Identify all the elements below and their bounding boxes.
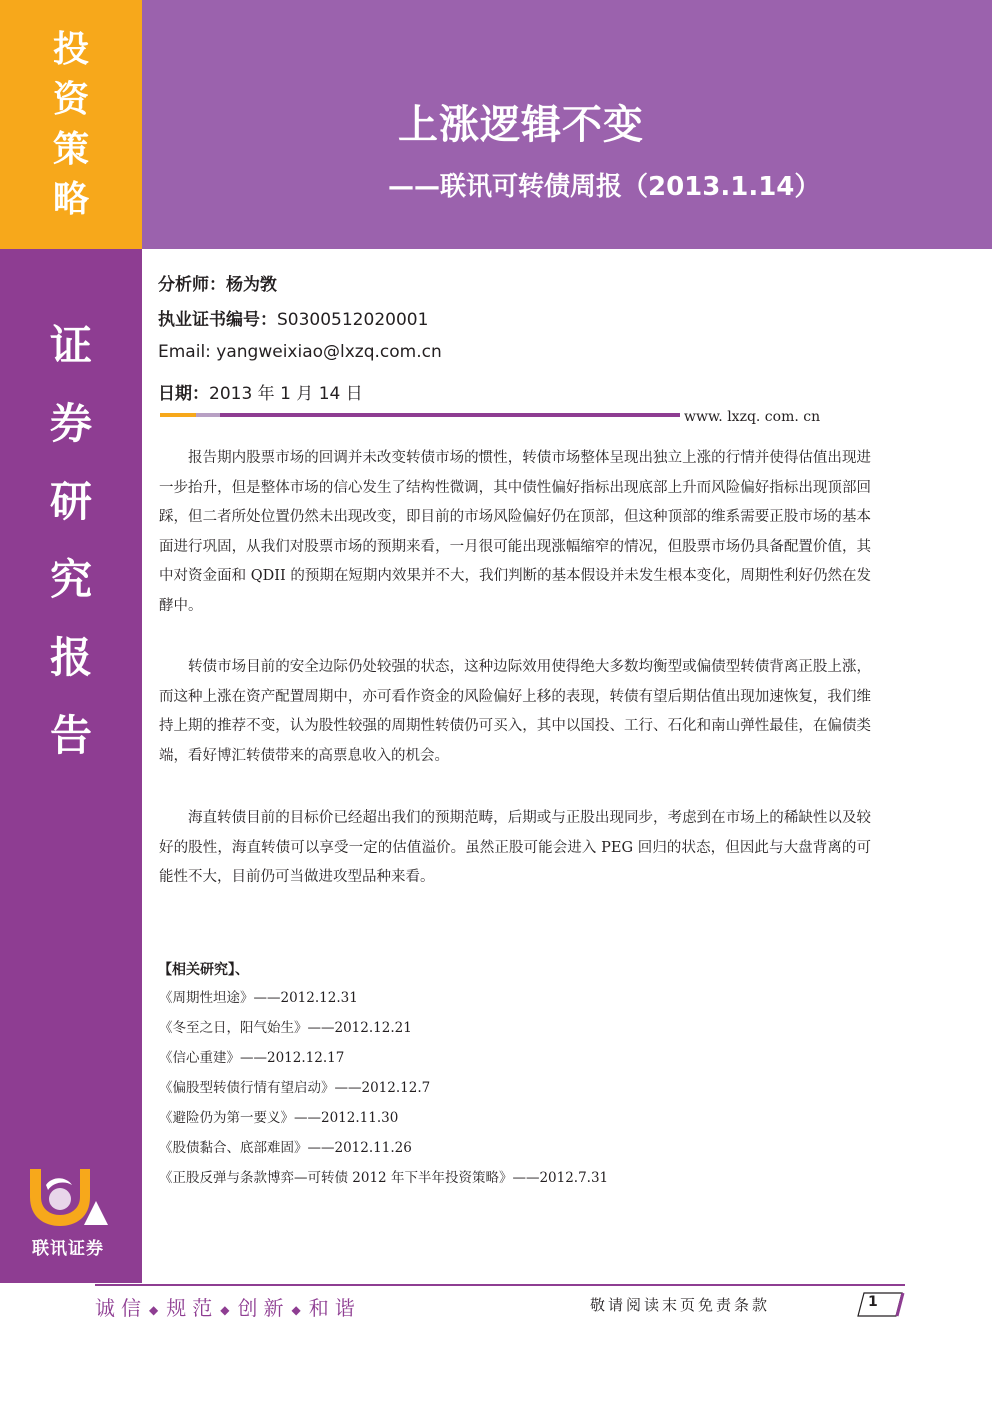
report-type-label xyxy=(0,307,142,775)
report-subtitle: ——联讯可转债周报（2013.1.14） xyxy=(388,172,821,202)
category-char: 策 xyxy=(52,128,89,170)
certificate-label: 执业证书编号： xyxy=(158,310,277,330)
related-research-item: 《偏股型转债行情有望启动》——2012.12.7 xyxy=(159,1080,431,1096)
company-logo xyxy=(12,1163,124,1263)
date-label: 日期： xyxy=(158,384,209,404)
header-separator xyxy=(160,413,680,417)
related-research-item: 《股债黏合、底部难固》——2012.11.26 xyxy=(159,1140,412,1156)
report-type-char: 告 xyxy=(49,711,92,760)
report-date: 2013 年 1 月 14 日 xyxy=(209,384,363,404)
category-char: 投 xyxy=(52,28,89,70)
certificate-number: S0300512020001 xyxy=(277,310,429,330)
email-address[interactable]: yangweixiao@lxzq.com.cn xyxy=(216,342,442,362)
email-line xyxy=(158,342,442,362)
motto-word: 诚信 xyxy=(95,1296,147,1320)
diamond-bullet-icon: ◆ xyxy=(291,1302,307,1317)
report-type-char: 报 xyxy=(49,633,92,682)
motto-word: 规范 xyxy=(166,1296,219,1320)
date-line xyxy=(158,379,363,404)
report-title: 上涨逻辑不变 xyxy=(398,102,644,148)
website-link[interactable]: www. lxzq. com. cn xyxy=(684,409,821,425)
motto-word: 创新 xyxy=(237,1296,290,1320)
category-panel xyxy=(0,0,142,249)
report-type-char: 究 xyxy=(49,555,92,604)
email-label: Email: xyxy=(158,342,217,362)
report-type-panel xyxy=(0,249,142,1283)
report-type-char: 证 xyxy=(49,321,92,370)
category-char: 资 xyxy=(52,78,89,120)
disclaimer-note: 敬请阅读末页免责条款 xyxy=(590,1296,771,1314)
page-number: 1 xyxy=(868,1294,878,1310)
company-motto xyxy=(95,1292,361,1321)
report-type-char: 研 xyxy=(49,477,92,526)
body-paragraph: 转债市场目前的安全边际仍处较强的状态，这种边际效用使得绝大多数均衡型或偏债型转债背离正股上涨，而这种上涨在资产配置周期中，亦可看作资金的风险偏好上移的表现，转债有望后期估值出现加速恢复，我们维持上期的推荐不变，认为股性较强的周期性转债仍可买入，其中以国投、工行、石化和南山弹性最佳，在偏债类端，看好博汇转债带来的高票息收入的机会。 xyxy=(159,659,871,764)
related-research-item: 《信心重建》——2012.12.17 xyxy=(159,1050,345,1066)
related-research-list xyxy=(159,983,608,1193)
body-paragraph: 海直转债目前的目标价已经超出我们的预期范畴，后期或与正股出现同步，考虑到在市场上的稀缺性以及较好的股性，海直转债可以享受一定的估值溢价。虽然正股可能会进入 PEG 回归的状态，但因此与大盘背离的可能性不大，目前仍可当做进攻型品种来看。 xyxy=(159,810,871,885)
related-research-item: 《冬至之日，阳气始生》——2012.12.21 xyxy=(159,1020,412,1036)
analyst-label: 分析师： xyxy=(158,275,226,295)
analyst-line xyxy=(158,270,277,295)
logo-text: 联讯证券 xyxy=(32,1239,104,1259)
related-research-heading: 【相关研究】、 xyxy=(158,962,249,978)
diamond-bullet-icon: ◆ xyxy=(220,1302,236,1317)
category-char: 略 xyxy=(52,178,89,220)
related-research-item: 《避险仍为第一要义》——2012.11.30 xyxy=(159,1110,399,1126)
related-research-item: 《正股反弹与条款博弈—可转债 2012 年下半年投资策略》——2012.7.31 xyxy=(159,1170,609,1186)
motto-word: 和谐 xyxy=(308,1296,361,1320)
certificate-line xyxy=(158,305,428,330)
report-type-char: 券 xyxy=(49,399,92,448)
logo-mark-icon xyxy=(26,1163,110,1233)
related-research-item: 《周期性坦途》——2012.12.31 xyxy=(159,990,358,1006)
body-paragraph: 报告期内股票市场的回调并未改变转债市场的惯性，转债市场整体呈现出独立上涨的行情并使得估值出现进一步抬升，但是整体市场的信心发生了结构性微调，其中债性偏好指标出现底部上升而风险偏好指标出现顶部回踩，但二者所处位置仍然未出现改变，即目前的市场风险偏好仍在顶部，但这种顶部的维系需要正股市场的基本面进行巩固，从我们对股票市场的预期来看，一月很可能出现涨幅缩窄的情况，但股票市场仍具备配置价值，其中对资金面和 QDII 的预期在短期内效果并不大，我们判断的基本假设并未发生根本变化，周期性利好仍然在发酵中。 xyxy=(159,450,871,614)
diamond-bullet-icon: ◆ xyxy=(149,1302,165,1317)
analyst-name: 杨为敩 xyxy=(226,275,277,295)
